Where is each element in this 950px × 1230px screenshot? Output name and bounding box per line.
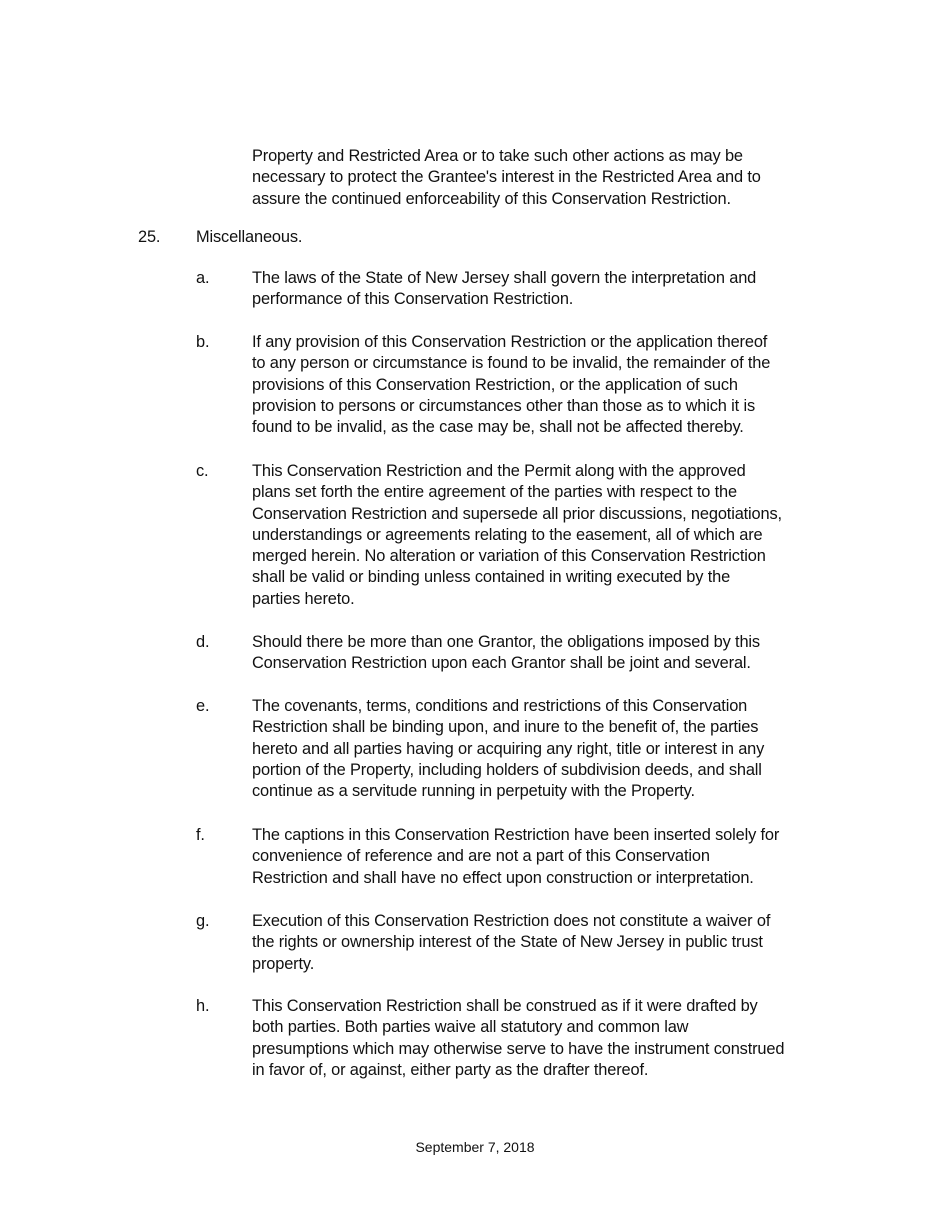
paragraph-line: provision to persons or circumstances other than those as to which it is <box>252 396 756 415</box>
paragraph-line: This Conservation Restriction shall be construed as if it were drafted by <box>252 997 758 1015</box>
paragraph-line: Restriction and shall have no effect upon construction or interpretation. <box>252 868 754 887</box>
paragraph-line: understandings or agreements relating to the easement, all of which are <box>252 525 763 544</box>
item-label-c: c. <box>196 462 209 480</box>
paragraph-line: shall be valid or binding unless contained in writing executed by the <box>252 568 731 587</box>
paragraph-line: portion of the Property, including holders of subdivision deeds, and shall <box>252 760 762 779</box>
item-label-d: d. <box>196 633 210 651</box>
paragraph-line: The covenants, terms, conditions and restrictions of this Conservation <box>252 697 748 715</box>
paragraph-line: the rights or ownership interest of the State of New Jersey in public trust <box>252 933 763 952</box>
paragraph-line: hereto and all parties having or acquiring any right, title or interest in any <box>252 739 765 758</box>
item-paragraph-g <box>252 911 770 975</box>
paragraph-line: presumptions which may otherwise serve to have the instrument construed <box>252 1039 785 1058</box>
item-paragraph-f <box>252 825 779 889</box>
item-label-b: b. <box>196 333 210 351</box>
item-paragraph-c <box>252 461 782 610</box>
paragraph-line: The laws of the State of New Jersey shall govern the interpretation and <box>252 269 757 287</box>
paragraph-line: property. <box>252 954 315 973</box>
paragraph-line: Property and Restricted Area or to take such other actions as may be <box>252 147 743 165</box>
section-title: Miscellaneous. <box>196 228 303 246</box>
item-paragraph-a <box>252 268 756 311</box>
paragraph-line: performance of this Conservation Restriction. <box>252 290 574 309</box>
item-paragraph-e <box>252 696 764 802</box>
paragraph-line: Conservation Restriction and supersede all prior discussions, negotiations, <box>252 504 782 523</box>
paragraph-line: continue as a servitude running in perpetuity with the Property. <box>252 782 695 801</box>
paragraph-line: both parties. Both parties waive all statutory and common law <box>252 1018 689 1037</box>
paragraph-line: found to be invalid, as the case may be, shall not be affected thereby. <box>252 418 744 437</box>
item-label-h: h. <box>196 997 210 1015</box>
paragraph-line: Should there be more than one Grantor, the obligations imposed by this <box>252 633 760 651</box>
paragraph-line: in favor of, or against, either party as the drafter thereof. <box>252 1060 649 1079</box>
paragraph-line: Execution of this Conservation Restriction does not constitute a waiver of <box>252 912 771 930</box>
item-label-f: f. <box>196 826 205 844</box>
paragraph-line: provisions of this Conservation Restriction, or the application of such <box>252 375 738 394</box>
paragraph-line: If any provision of this Conservation Restriction or the application thereof <box>252 333 768 351</box>
paragraph-line: necessary to protect the Grantee's interest in the Restricted Area and to <box>252 168 761 187</box>
item-label-g: g. <box>196 912 210 930</box>
paragraph-line: Conservation Restriction upon each Grantor shall be joint and several. <box>252 654 751 673</box>
paragraph-line: assure the continued enforceability of this Conservation Restriction. <box>252 189 731 208</box>
item-label-a: a. <box>196 269 210 287</box>
section-number: 25. <box>138 228 161 246</box>
item-label-e: e. <box>196 697 210 715</box>
paragraph-line: plans set forth the entire agreement of the parties with respect to the <box>252 483 737 502</box>
paragraph-line: Restriction shall be binding upon, and inure to the benefit of, the parties <box>252 718 759 737</box>
item-paragraph-b <box>252 332 770 438</box>
paragraph-line: to any person or circumstance is found to be invalid, the remainder of the <box>252 354 771 373</box>
item-paragraph-h <box>252 996 784 1081</box>
footer-date: September 7, 2018 <box>415 1139 535 1155</box>
paragraph-line: This Conservation Restriction and the Permit along with the approved <box>252 462 746 480</box>
paragraph-line: parties hereto. <box>252 589 355 608</box>
paragraph-line: merged herein. No alteration or variation of this Conservation Restriction <box>252 547 766 566</box>
paragraph-line: The captions in this Conservation Restriction have been inserted solely for <box>252 826 780 844</box>
item-paragraph-d <box>252 632 760 675</box>
paragraph-line: convenience of reference and are not a part of this Conservation <box>252 847 710 866</box>
continuation-paragraph <box>252 146 761 210</box>
